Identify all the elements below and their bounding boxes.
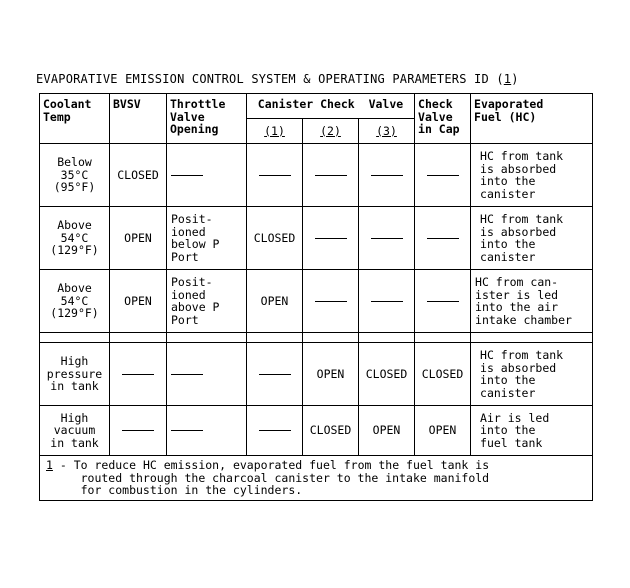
dash-mark bbox=[427, 175, 459, 176]
evaporated-fuel-cell: HC from tank is absorbed into the canister bbox=[471, 343, 593, 406]
canister-valve-2-cell: OPEN bbox=[303, 343, 359, 406]
dash-mark bbox=[315, 175, 347, 176]
evaporated-fuel-cell: Air is led into the fuel tank bbox=[471, 406, 593, 456]
canister-valve-3-cell bbox=[359, 270, 415, 333]
dash-mark bbox=[122, 430, 154, 431]
table-row bbox=[40, 406, 593, 456]
footnote-ref: 1 bbox=[46, 458, 53, 472]
table-body bbox=[40, 144, 593, 456]
dash-mark bbox=[371, 238, 403, 239]
check-valve-cap-cell bbox=[415, 270, 471, 333]
check-valve-cap-cell bbox=[415, 207, 471, 270]
canister-valve-3-cell: CLOSED bbox=[359, 343, 415, 406]
header-canister-2: (2) bbox=[303, 119, 359, 144]
dash-mark bbox=[259, 374, 291, 375]
bvsv-cell bbox=[110, 406, 167, 456]
coolant-temp-cell: Above 54°C (129°F) bbox=[40, 207, 110, 270]
dash-mark bbox=[259, 430, 291, 431]
evaporated-fuel-cell: HC from can- ister is led into the air intake chamber bbox=[471, 270, 593, 333]
throttle-opening-cell: Posit- ioned below P Port bbox=[167, 207, 247, 270]
parameters-table bbox=[39, 93, 593, 501]
bvsv-cell bbox=[110, 343, 167, 406]
check-valve-cap-cell: CLOSED bbox=[415, 343, 471, 406]
check-valve-cap-cell: OPEN bbox=[415, 406, 471, 456]
canister-valve-2-cell bbox=[303, 207, 359, 270]
canister-valve-1-cell bbox=[247, 406, 303, 456]
table-row bbox=[40, 207, 593, 270]
header-canister-1: (1) bbox=[247, 119, 303, 144]
dash-mark bbox=[427, 238, 459, 239]
dash-mark bbox=[122, 374, 154, 375]
coolant-temp-cell: High vacuum in tank bbox=[40, 406, 110, 456]
dash-mark bbox=[171, 175, 203, 176]
evaporated-fuel-cell: HC from tank is absorbed into the canister bbox=[471, 207, 593, 270]
header-canister-check-valve: Canister Check Valve bbox=[247, 94, 415, 119]
canister-valve-2-cell: CLOSED bbox=[303, 406, 359, 456]
dash-mark bbox=[371, 175, 403, 176]
evaporated-fuel-cell: HC from tank is absorbed into the canister bbox=[471, 144, 593, 207]
header-canister-3: (3) bbox=[359, 119, 415, 144]
throttle-opening-cell: Posit- ioned above P Port bbox=[167, 270, 247, 333]
throttle-opening-cell bbox=[167, 144, 247, 207]
canister-valve-3-cell bbox=[359, 207, 415, 270]
header-check-valve-in-cap: Check Valve in Cap bbox=[415, 94, 471, 144]
dash-mark bbox=[171, 374, 203, 375]
bvsv-cell: OPEN bbox=[110, 207, 167, 270]
dash-mark bbox=[259, 175, 291, 176]
coolant-temp-cell: High pressure in tank bbox=[40, 343, 110, 406]
canister-valve-1-cell: OPEN bbox=[247, 270, 303, 333]
check-valve-cap-cell bbox=[415, 144, 471, 207]
canister-valve-2-cell bbox=[303, 270, 359, 333]
table-row bbox=[40, 270, 593, 333]
page-title: EVAPORATIVE EMISSION CONTROL SYSTEM & OPERATING PARAMETERS ID (1) bbox=[36, 72, 519, 86]
dash-mark bbox=[315, 238, 347, 239]
table-row bbox=[40, 343, 593, 406]
footnote: 1 - To reduce HC emission, evaporated fuel from the fuel tank is routed through the charcoal canister to the intake manifold for combustion in the cylinders. bbox=[40, 456, 593, 501]
header-throttle-valve-opening: Throttle Valve Opening bbox=[167, 94, 247, 144]
canister-valve-1-cell bbox=[247, 144, 303, 207]
title-footnote-ref: 1 bbox=[503, 72, 512, 86]
dash-mark bbox=[427, 301, 459, 302]
canister-valve-1-cell bbox=[247, 343, 303, 406]
canister-valve-3-cell bbox=[359, 144, 415, 207]
table-row bbox=[40, 144, 593, 207]
coolant-temp-cell: Below 35°C (95°F) bbox=[40, 144, 110, 207]
dash-mark bbox=[171, 430, 203, 431]
dash-mark bbox=[371, 301, 403, 302]
bvsv-cell: CLOSED bbox=[110, 144, 167, 207]
throttle-opening-cell bbox=[167, 343, 247, 406]
throttle-opening-cell bbox=[167, 406, 247, 456]
canister-valve-3-cell: OPEN bbox=[359, 406, 415, 456]
coolant-temp-cell: Above 54°C (129°F) bbox=[40, 270, 110, 333]
separator-row bbox=[40, 333, 593, 343]
canister-valve-2-cell bbox=[303, 144, 359, 207]
dash-mark bbox=[315, 301, 347, 302]
header-evaporated-fuel: Evaporated Fuel (HC) bbox=[471, 94, 593, 144]
header-bvsv: BVSV bbox=[110, 94, 167, 144]
canister-valve-1-cell: CLOSED bbox=[247, 207, 303, 270]
bvsv-cell: OPEN bbox=[110, 270, 167, 333]
header-coolant-temp: Coolant Temp bbox=[40, 94, 110, 144]
